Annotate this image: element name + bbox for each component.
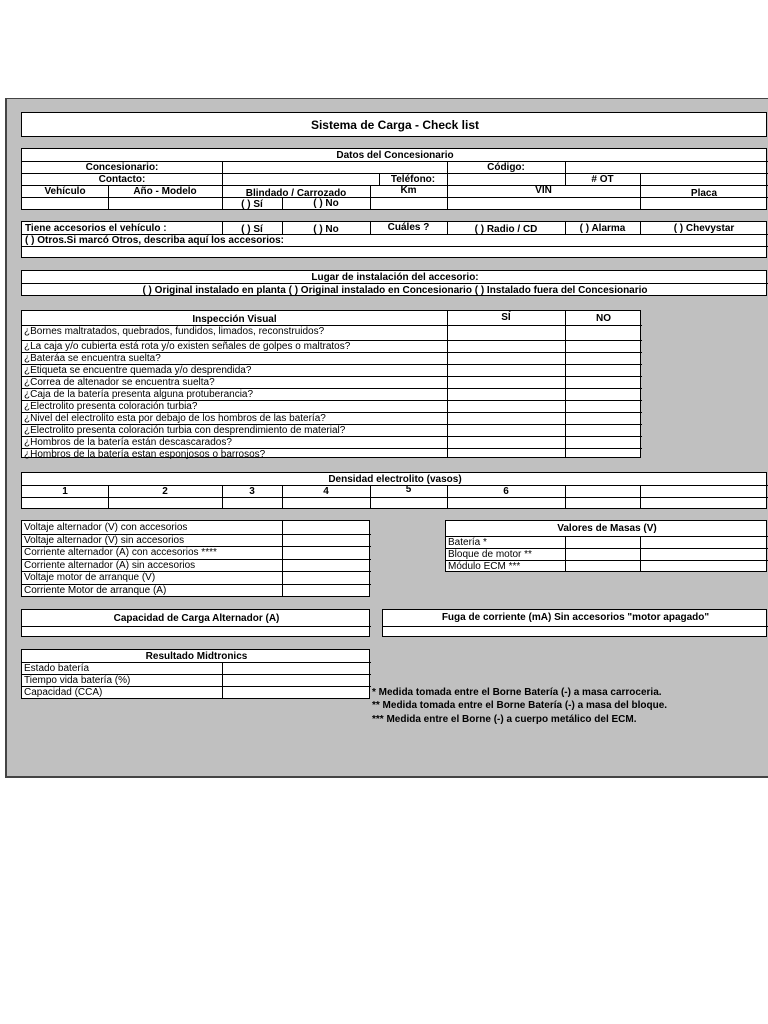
density-cell-6: 6 [503, 486, 509, 497]
note-1: * Medida tomada entre el Borne Batería (-) a masa carroceria. [372, 687, 662, 698]
visual-item: ¿Hombros de la batería están descascarados? [24, 437, 232, 448]
masses-section [445, 520, 767, 572]
masses-item-bloque: Bloque de motor ** [448, 549, 532, 560]
otros-option[interactable]: ( ) Otros.Si marcó Otros, describa aquí los accesorios: [25, 235, 284, 246]
visual-item: ¿Bornes maltratados, quebrados, fundidos, limados, reconstruidos? [24, 326, 325, 337]
visual-item: ¿Electrolito presenta coloración turbia con desprendimiento de material? [24, 425, 346, 436]
anio-modelo-label: Año - Modelo [133, 186, 197, 197]
masses-header: Valores de Masas (V) [557, 523, 657, 534]
chevystar-option[interactable]: ( ) Chevystar [673, 223, 735, 234]
accessories-section [21, 221, 767, 258]
title-box [21, 112, 767, 137]
leak-header: Fuga de corriente (mA) Sin accesorios "motor apagado" [441, 612, 710, 623]
install-header: Lugar de instalación del accesorio: [311, 272, 479, 283]
capacity-section [21, 609, 370, 637]
note-3: *** Medida entre el Borne (-) a cuerpo metálico del ECM. [372, 714, 637, 725]
midtronics-header: Resultado Midtronics [145, 651, 248, 662]
midtronics-item-vida: Tiempo vida batería (%) [24, 675, 131, 686]
blindado-si-option[interactable]: ( ) Sí [241, 199, 263, 210]
ot-label: # OT [591, 174, 614, 185]
install-options[interactable]: ( ) Original instalado en planta ( ) Original instalado en Concesionario ( ) Instalado fuera del Concesionario [142, 285, 648, 296]
density-section [21, 472, 767, 509]
checklist-sheet [5, 98, 768, 778]
cuales-label: Cuáles ? [387, 222, 430, 233]
vin-label: VIN [535, 185, 552, 196]
visual-header: Inspección Visual [192, 314, 277, 325]
density-cell-5: 5 [405, 484, 412, 495]
contacto-label: Contacto: [98, 174, 146, 185]
accessories-no-option[interactable]: ( ) No [313, 224, 339, 235]
leak-section [382, 609, 767, 637]
visual-item: ¿Etiqueta se encuentre quemada y/o desprendida? [24, 365, 252, 376]
density-cell-1: 1 [62, 486, 68, 497]
density-header: Densidad electrolito (vasos) [328, 474, 462, 485]
voltage-item: Voltaje motor de arranque (V) [24, 572, 156, 583]
visual-item: ¿Bateráa se encuentra suelta? [24, 353, 161, 364]
density-cell-4: 4 [323, 486, 329, 497]
midtronics-section [21, 649, 370, 699]
visual-item: ¿Electrolito presenta coloración turbia? [24, 401, 198, 412]
dealer-section [21, 148, 767, 210]
visual-item: ¿Nivel del electrolito esta por debajo de los hombros de las batería? [24, 413, 326, 424]
install-section [21, 270, 767, 296]
capacity-header: Capacidad de Carga Alternador (A) [113, 613, 280, 624]
density-cell-2: 2 [162, 486, 168, 497]
concesionario-label: Concesionario: [85, 162, 159, 173]
density-cell-3: 3 [249, 486, 255, 497]
vehiculo-label: Vehículo [44, 186, 86, 197]
midtronics-item-cca: Capacidad (CCA) [24, 687, 103, 698]
midtronics-item-estado: Estado batería [24, 663, 90, 674]
visual-item: ¿Hombros de la batería estan esponjosos o barrosos? [24, 449, 266, 460]
voltage-item: Corriente Motor de arranque (A) [24, 584, 167, 596]
voltage-section [21, 520, 370, 597]
accessories-si-option[interactable]: ( ) Sí [241, 224, 263, 235]
visual-item: ¿Correa de altenador se encuentra suelta? [24, 377, 215, 388]
masses-item-bateria: Batería * [448, 537, 487, 548]
placa-label: Placa [690, 188, 718, 199]
page-title: Sistema de Carga - Check list [310, 118, 480, 132]
radio-option[interactable]: ( ) Radio / CD [474, 224, 538, 235]
voltage-item: Voltaje alternador (V) con accesorios [24, 522, 188, 533]
visual-item: ¿Caja de la batería presenta alguna protuberancia? [24, 389, 254, 400]
km-label: Km [400, 185, 417, 196]
voltage-item: Corriente alternador (A) sin accesorios [24, 559, 196, 571]
visual-inspection-section [21, 310, 641, 458]
blindado-no-option[interactable]: ( ) No [313, 198, 339, 209]
visual-item: ¿La caja y/o cubierta está rota y/o existen señales de golpes o maltratos? [24, 341, 351, 352]
voltage-item: Corriente alternador (A) con accesorios **** [24, 547, 217, 558]
masses-item-ecm: Módulo ECM *** [448, 561, 521, 572]
telefono-label: Teléfono: [390, 174, 436, 185]
alarma-option[interactable]: ( ) Alarma [579, 223, 626, 234]
voltage-item: Voltaje alternador (V) sin accesorios [24, 534, 185, 546]
dealer-header: Datos del Concesionario [336, 150, 454, 161]
note-2: ** Medida tomada entre el Borne Batería (-) a masa del bloque. [372, 700, 668, 711]
visual-no-header: NO [596, 313, 611, 324]
blindado-label: Blindado / Carrozado [245, 188, 347, 199]
accessories-label: Tiene accesorios el vehículo : [25, 223, 167, 234]
codigo-label: Código: [487, 162, 525, 173]
visual-si-header: SÍ [501, 312, 511, 323]
